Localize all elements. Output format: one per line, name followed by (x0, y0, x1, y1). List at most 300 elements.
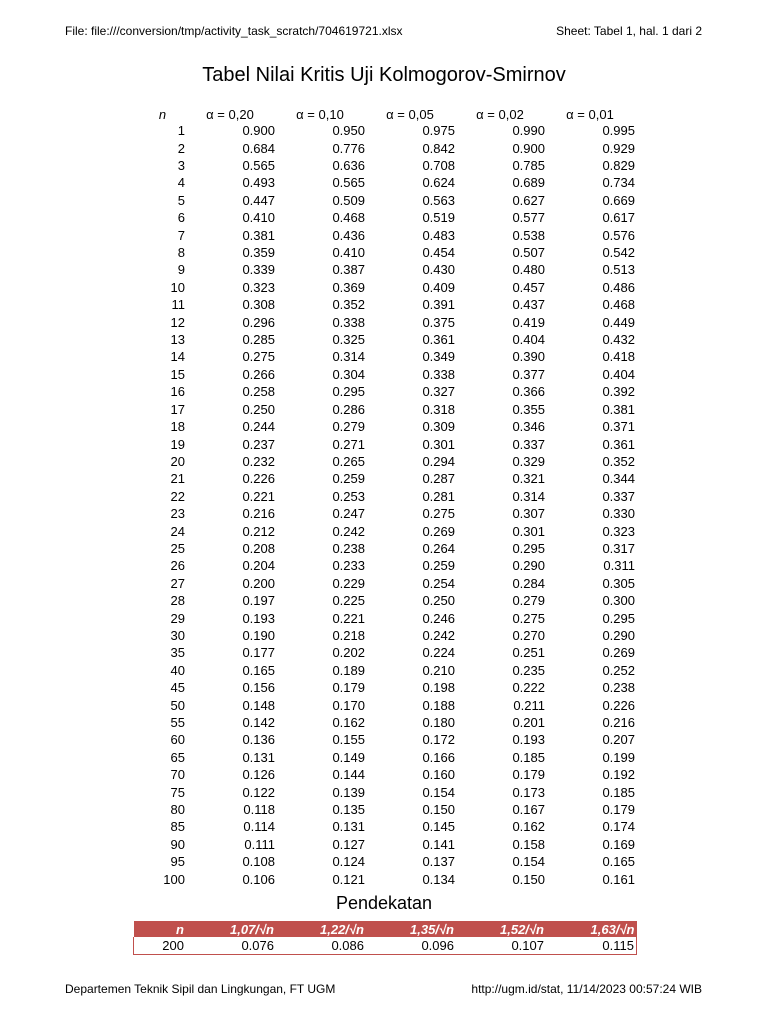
table-value-cell: 0.366 (512, 384, 545, 400)
table-n-cell: 45 (170, 680, 185, 696)
table-value-cell: 0.141 (422, 836, 455, 852)
table-value-cell: 0.269 (602, 645, 635, 661)
table-value-cell: 0.995 (602, 123, 635, 139)
table-n-cell: 85 (170, 819, 185, 835)
table-n-cell: 90 (170, 836, 185, 852)
table-header-cell: α = 0,05 (386, 106, 434, 122)
table-value-cell: 0.226 (242, 471, 275, 487)
table-value-cell: 0.144 (332, 767, 365, 783)
table-row (140, 383, 635, 400)
table-value-cell: 0.264 (422, 540, 455, 556)
table-value-cell: 0.493 (242, 175, 275, 191)
table-body (140, 122, 635, 888)
table-row (140, 348, 635, 365)
table-n-cell: 13 (170, 332, 185, 348)
table-header-row (140, 106, 635, 122)
table-value-cell: 0.218 (332, 627, 365, 643)
table-value-cell: 0.122 (242, 784, 275, 800)
table-value-cell: 0.200 (242, 575, 275, 591)
table-value-cell: 0.636 (332, 158, 365, 174)
table-value-cell: 0.337 (512, 436, 545, 452)
table-value-cell: 0.410 (242, 210, 275, 226)
table-value-cell: 0.162 (332, 715, 365, 731)
table-n-cell: 19 (170, 436, 185, 452)
table-row (140, 122, 635, 139)
table-value-cell: 0.238 (602, 680, 635, 696)
table-value-cell: 0.149 (332, 749, 365, 765)
table-row (140, 696, 635, 713)
table-n-cell: 17 (170, 401, 185, 417)
table-value-cell: 0.689 (512, 175, 545, 191)
table-value-cell: 0.279 (332, 419, 365, 435)
page-title: Tabel Nilai Kritis Uji Kolmogorov-Smirnov (202, 64, 566, 86)
approximation-header-cell: 1,22/√n (276, 921, 366, 937)
table-value-cell: 0.314 (512, 488, 545, 504)
table-row (140, 714, 635, 731)
table-row (140, 401, 635, 418)
table-value-cell: 0.179 (512, 767, 545, 783)
table-value-cell: 0.250 (422, 593, 455, 609)
table-value-cell: 0.258 (242, 384, 275, 400)
table-value-cell: 0.253 (332, 488, 365, 504)
table-value-cell: 0.330 (602, 506, 635, 522)
table-row (140, 609, 635, 626)
table-value-cell: 0.242 (422, 627, 455, 643)
table-value-cell: 0.111 (244, 836, 275, 852)
table-value-cell: 0.483 (422, 227, 455, 243)
table-value-cell: 0.344 (602, 471, 635, 487)
table-row (140, 157, 635, 174)
table-value-cell: 0.308 (242, 297, 275, 313)
table-value-cell: 0.173 (512, 784, 545, 800)
table-value-cell: 0.106 (242, 871, 275, 887)
table-row (140, 627, 635, 644)
table-n-cell: 75 (170, 784, 185, 800)
table-value-cell: 0.279 (512, 593, 545, 609)
table-value-cell: 0.155 (332, 732, 365, 748)
table-row (140, 575, 635, 592)
table-value-cell: 0.161 (602, 871, 635, 887)
table-value-cell: 0.301 (422, 436, 455, 452)
table-value-cell: 0.708 (422, 158, 455, 174)
table-value-cell: 0.900 (512, 140, 545, 156)
table-value-cell: 0.338 (422, 366, 455, 382)
table-value-cell: 0.513 (602, 262, 635, 278)
table-value-cell: 0.172 (422, 732, 455, 748)
table-row (140, 818, 635, 835)
table-n-cell: 27 (170, 575, 185, 591)
table-value-cell: 0.519 (422, 210, 455, 226)
table-value-cell: 0.392 (602, 384, 635, 400)
table-value-cell: 0.311 (603, 558, 635, 574)
table-n-cell: 70 (170, 767, 185, 783)
table-row (140, 836, 635, 853)
approximation-header-cell: n (134, 921, 187, 937)
table-value-cell: 0.222 (512, 680, 545, 696)
table-n-cell: 80 (170, 802, 185, 818)
table-value-cell: 0.281 (422, 488, 455, 504)
table-row (140, 488, 635, 505)
table-value-cell: 0.684 (242, 140, 275, 156)
table-value-cell: 0.167 (512, 802, 545, 818)
table-value-cell: 0.480 (512, 262, 545, 278)
table-value-cell: 0.317 (602, 540, 635, 556)
table-value-cell: 0.193 (512, 732, 545, 748)
table-value-cell: 0.126 (242, 767, 275, 783)
approximation-value-cell: 0.107 (456, 937, 546, 955)
header-sheet-info: Sheet: Tabel 1, hal. 1 dari 2 (556, 24, 702, 38)
table-value-cell: 0.179 (602, 802, 635, 818)
table-row (140, 209, 635, 226)
table-value-cell: 0.204 (242, 558, 275, 574)
table-value-cell: 0.285 (242, 332, 275, 348)
table-n-cell: 22 (170, 488, 185, 504)
table-value-cell: 0.114 (243, 819, 275, 835)
table-row (140, 801, 635, 818)
table-value-cell: 0.375 (422, 314, 455, 330)
table-row (140, 505, 635, 522)
table-n-cell: 28 (170, 593, 185, 609)
table-value-cell: 0.207 (602, 732, 635, 748)
table-row (140, 522, 635, 539)
table-value-cell: 0.430 (422, 262, 455, 278)
footer-department: Departemen Teknik Sipil dan Lingkungan, FT UGM (65, 982, 336, 996)
table-n-cell: 26 (170, 558, 185, 574)
table-row (140, 540, 635, 557)
table-value-cell: 0.174 (602, 819, 635, 835)
table-value-cell: 0.301 (512, 523, 545, 539)
table-value-cell: 0.237 (242, 436, 275, 452)
table-value-cell: 0.323 (602, 523, 635, 539)
approximation-value-cell: 0.096 (366, 937, 456, 955)
table-value-cell: 0.270 (512, 627, 545, 643)
table-value-cell: 0.193 (242, 610, 275, 626)
table-n-cell: 95 (170, 854, 185, 870)
table-value-cell: 0.355 (512, 401, 545, 417)
table-value-cell: 0.154 (512, 854, 545, 870)
approximation-header-cell: 1,07/√n (186, 921, 276, 937)
table-n-cell: 20 (170, 453, 185, 469)
table-value-cell: 0.169 (602, 836, 635, 852)
table-value-cell: 0.410 (332, 245, 365, 261)
table-row (140, 244, 635, 261)
table-value-cell: 0.180 (422, 715, 455, 731)
table-value-cell: 0.185 (602, 784, 635, 800)
table-value-cell: 0.185 (512, 749, 545, 765)
table-value-cell: 0.177 (242, 645, 275, 661)
table-header-cell: n (158, 106, 167, 122)
table-value-cell: 0.275 (422, 506, 455, 522)
table-value-cell: 0.211 (513, 697, 545, 713)
table-value-cell: 0.221 (332, 610, 365, 626)
table-value-cell: 0.232 (242, 453, 275, 469)
table-n-cell: 65 (170, 749, 185, 765)
table-value-cell: 0.323 (242, 279, 275, 295)
table-value-cell: 0.329 (512, 453, 545, 469)
table-value-cell: 0.201 (512, 715, 545, 731)
table-value-cell: 0.189 (332, 662, 365, 678)
table-value-cell: 0.369 (332, 279, 365, 295)
table-value-cell: 0.238 (332, 540, 365, 556)
table-value-cell: 0.254 (422, 575, 455, 591)
table-row (140, 331, 635, 348)
table-value-cell: 0.404 (602, 366, 635, 382)
table-value-cell: 0.296 (242, 314, 275, 330)
table-value-cell: 0.352 (602, 453, 635, 469)
table-value-cell: 0.225 (332, 593, 365, 609)
table-row (140, 853, 635, 870)
table-row (140, 296, 635, 313)
table-value-cell: 0.321 (512, 471, 545, 487)
table-value-cell: 0.275 (512, 610, 545, 626)
approximation-value-cell: 0.086 (276, 937, 366, 955)
table-row (140, 435, 635, 452)
table-value-cell: 0.900 (242, 123, 275, 139)
table-value-cell: 0.454 (422, 245, 455, 261)
table-row (140, 644, 635, 661)
table-value-cell: 0.565 (242, 158, 275, 174)
table-value-cell: 0.250 (242, 401, 275, 417)
table-value-cell: 0.669 (602, 192, 635, 208)
table-row (140, 662, 635, 679)
table-value-cell: 0.165 (602, 854, 635, 870)
table-value-cell: 0.776 (332, 140, 365, 156)
table-n-cell: 14 (170, 349, 185, 365)
footer-url-timestamp: http://ugm.id/stat, 11/14/2023 00:57:24 WIB (471, 982, 702, 996)
table-value-cell: 0.349 (422, 349, 455, 365)
table-value-cell: 0.339 (242, 262, 275, 278)
table-value-cell: 0.325 (332, 332, 365, 348)
table-value-cell: 0.290 (512, 558, 545, 574)
table-value-cell: 0.139 (332, 784, 365, 800)
table-n-cell: 60 (170, 732, 185, 748)
table-value-cell: 0.352 (332, 297, 365, 313)
approximation-header (134, 921, 637, 937)
table-value-cell: 0.304 (332, 366, 365, 382)
table-row (140, 731, 635, 748)
table-value-cell: 0.829 (602, 158, 635, 174)
table-n-cell: 24 (170, 523, 185, 539)
table-value-cell: 0.158 (512, 836, 545, 852)
table-n-cell: 11 (171, 297, 185, 313)
table-header-cell: α = 0,02 (476, 106, 524, 122)
table-value-cell: 0.294 (422, 453, 455, 469)
table-value-cell: 0.307 (512, 506, 545, 522)
table-value-cell: 0.202 (332, 645, 365, 661)
table-value-cell: 0.142 (242, 715, 275, 731)
table-value-cell: 0.975 (422, 123, 455, 139)
table-n-cell: 10 (170, 279, 185, 295)
table-value-cell: 0.165 (242, 662, 275, 678)
table-value-cell: 0.617 (602, 210, 635, 226)
table-value-cell: 0.409 (422, 279, 455, 295)
table-value-cell: 0.509 (332, 192, 365, 208)
table-value-cell: 0.233 (332, 558, 365, 574)
table-header-cell: α = 0,01 (566, 106, 614, 122)
table-value-cell: 0.314 (332, 349, 365, 365)
table-value-cell: 0.216 (602, 715, 635, 731)
table-value-cell: 0.271 (332, 436, 365, 452)
table-value-cell: 0.134 (422, 871, 455, 887)
table-value-cell: 0.190 (242, 627, 275, 643)
table-value-cell: 0.192 (602, 767, 635, 783)
table-n-cell: 3 (177, 158, 185, 174)
table-value-cell: 0.327 (422, 384, 455, 400)
table-row (140, 679, 635, 696)
table-n-cell: 15 (170, 366, 185, 382)
table-value-cell: 0.404 (512, 332, 545, 348)
table-value-cell: 0.145 (422, 819, 455, 835)
table-value-cell: 0.162 (512, 819, 545, 835)
table-value-cell: 0.486 (602, 279, 635, 295)
table-value-cell: 0.785 (512, 158, 545, 174)
table-value-cell: 0.150 (422, 802, 455, 818)
table-value-cell: 0.300 (602, 593, 635, 609)
table-value-cell: 0.436 (332, 227, 365, 243)
table-value-cell: 0.576 (602, 227, 635, 243)
table-value-cell: 0.627 (512, 192, 545, 208)
table-row (140, 139, 635, 156)
approximation-header-row (134, 921, 637, 937)
table-value-cell: 0.247 (332, 506, 365, 522)
table-row (140, 749, 635, 766)
table-row (140, 192, 635, 209)
table-value-cell: 0.377 (512, 366, 545, 382)
approximation-header-cell: 1,35/√n (366, 921, 456, 937)
table-value-cell: 0.361 (602, 436, 635, 452)
table-value-cell: 0.121 (332, 871, 365, 887)
table-value-cell: 0.359 (242, 245, 275, 261)
table-row (140, 279, 635, 296)
table-value-cell: 0.381 (242, 227, 275, 243)
table-n-cell: 25 (170, 540, 185, 556)
table-n-cell: 2 (177, 140, 185, 156)
table-row (140, 470, 635, 487)
table-value-cell: 0.156 (242, 680, 275, 696)
table-value-cell: 0.337 (602, 488, 635, 504)
table-value-cell: 0.449 (602, 314, 635, 330)
table-value-cell: 0.188 (422, 697, 455, 713)
table-n-cell: 18 (170, 419, 185, 435)
table-value-cell: 0.136 (242, 732, 275, 748)
approximation-row (134, 937, 637, 955)
approximation-body (134, 937, 637, 955)
table-value-cell: 0.160 (422, 767, 455, 783)
table-n-cell: 35 (170, 645, 185, 661)
approximation-n-cell: 200 (134, 937, 187, 955)
table-value-cell: 0.318 (422, 401, 455, 417)
table-value-cell: 0.284 (512, 575, 545, 591)
table-row (140, 870, 635, 887)
table-value-cell: 0.212 (242, 523, 275, 539)
table-value-cell: 0.387 (332, 262, 365, 278)
table-value-cell: 0.542 (602, 245, 635, 261)
table-value-cell: 0.131 (242, 749, 275, 765)
table-value-cell: 0.577 (512, 210, 545, 226)
header-file-path: File: file:///conversion/tmp/activity_task_scratch/704619721.xlsx (65, 24, 403, 38)
table-value-cell: 0.507 (512, 245, 545, 261)
table-value-cell: 0.170 (332, 697, 365, 713)
table-value-cell: 0.251 (512, 645, 545, 661)
table-value-cell: 0.447 (242, 192, 275, 208)
approximation-title: Pendekatan (335, 893, 433, 913)
table-value-cell: 0.468 (332, 210, 365, 226)
table-header (140, 106, 635, 122)
table-value-cell: 0.246 (422, 610, 455, 626)
table-n-cell: 4 (177, 175, 185, 191)
table-value-cell: 0.252 (602, 662, 635, 678)
table-value-cell: 0.305 (602, 575, 635, 591)
table-value-cell: 0.286 (332, 401, 365, 417)
table-n-cell: 5 (177, 192, 185, 208)
table-value-cell: 0.216 (242, 506, 275, 522)
table-value-cell: 0.150 (512, 871, 545, 887)
table-n-cell: 16 (170, 384, 185, 400)
table-n-cell: 8 (177, 245, 185, 261)
approximation-header-cell: 1,63/√n (546, 921, 637, 937)
table-value-cell: 0.734 (602, 175, 635, 191)
table-value-cell: 0.259 (422, 558, 455, 574)
table-value-cell: 0.563 (422, 192, 455, 208)
table-value-cell: 0.842 (422, 140, 455, 156)
table-value-cell: 0.990 (512, 123, 545, 139)
table-value-cell: 0.565 (332, 175, 365, 191)
table-value-cell: 0.131 (332, 819, 365, 835)
table-row (140, 261, 635, 278)
table-value-cell: 0.242 (332, 523, 365, 539)
table-value-cell: 0.127 (332, 836, 365, 852)
table-row (140, 453, 635, 470)
table-value-cell: 0.295 (602, 610, 635, 626)
table-n-cell: 29 (170, 610, 185, 626)
table-value-cell: 0.266 (242, 366, 275, 382)
table-n-cell: 40 (170, 662, 185, 678)
table-value-cell: 0.259 (332, 471, 365, 487)
approximation-value-cell: 0.115 (546, 937, 637, 955)
table-value-cell: 0.137 (422, 854, 455, 870)
table-value-cell: 0.199 (602, 749, 635, 765)
table-value-cell: 0.287 (422, 471, 455, 487)
table-value-cell: 0.290 (602, 627, 635, 643)
table-value-cell: 0.135 (332, 802, 365, 818)
table-row (140, 766, 635, 783)
table-n-cell: 50 (170, 697, 185, 713)
table-row (140, 174, 635, 191)
approximation-header-cell: 1,52/√n (456, 921, 546, 937)
table-row (140, 557, 635, 574)
table-value-cell: 0.346 (512, 419, 545, 435)
table-value-cell: 0.197 (242, 593, 275, 609)
table-n-cell: 7 (177, 227, 185, 243)
table-value-cell: 0.381 (602, 401, 635, 417)
table-value-cell: 0.198 (422, 680, 455, 696)
table-value-cell: 0.154 (422, 784, 455, 800)
table-value-cell: 0.166 (422, 749, 455, 765)
approximation-table (133, 921, 637, 955)
table-value-cell: 0.229 (332, 575, 365, 591)
table-n-cell: 21 (170, 471, 185, 487)
table-n-cell: 30 (170, 627, 185, 643)
table-value-cell: 0.371 (602, 419, 635, 435)
table-header-cell: α = 0,20 (206, 106, 254, 122)
table-row (140, 592, 635, 609)
table-n-cell: 100 (163, 871, 185, 887)
table-value-cell: 0.929 (602, 140, 635, 156)
table-value-cell: 0.118 (243, 802, 275, 818)
table-row (140, 226, 635, 243)
table-value-cell: 0.390 (512, 349, 545, 365)
table-value-cell: 0.437 (512, 297, 545, 313)
